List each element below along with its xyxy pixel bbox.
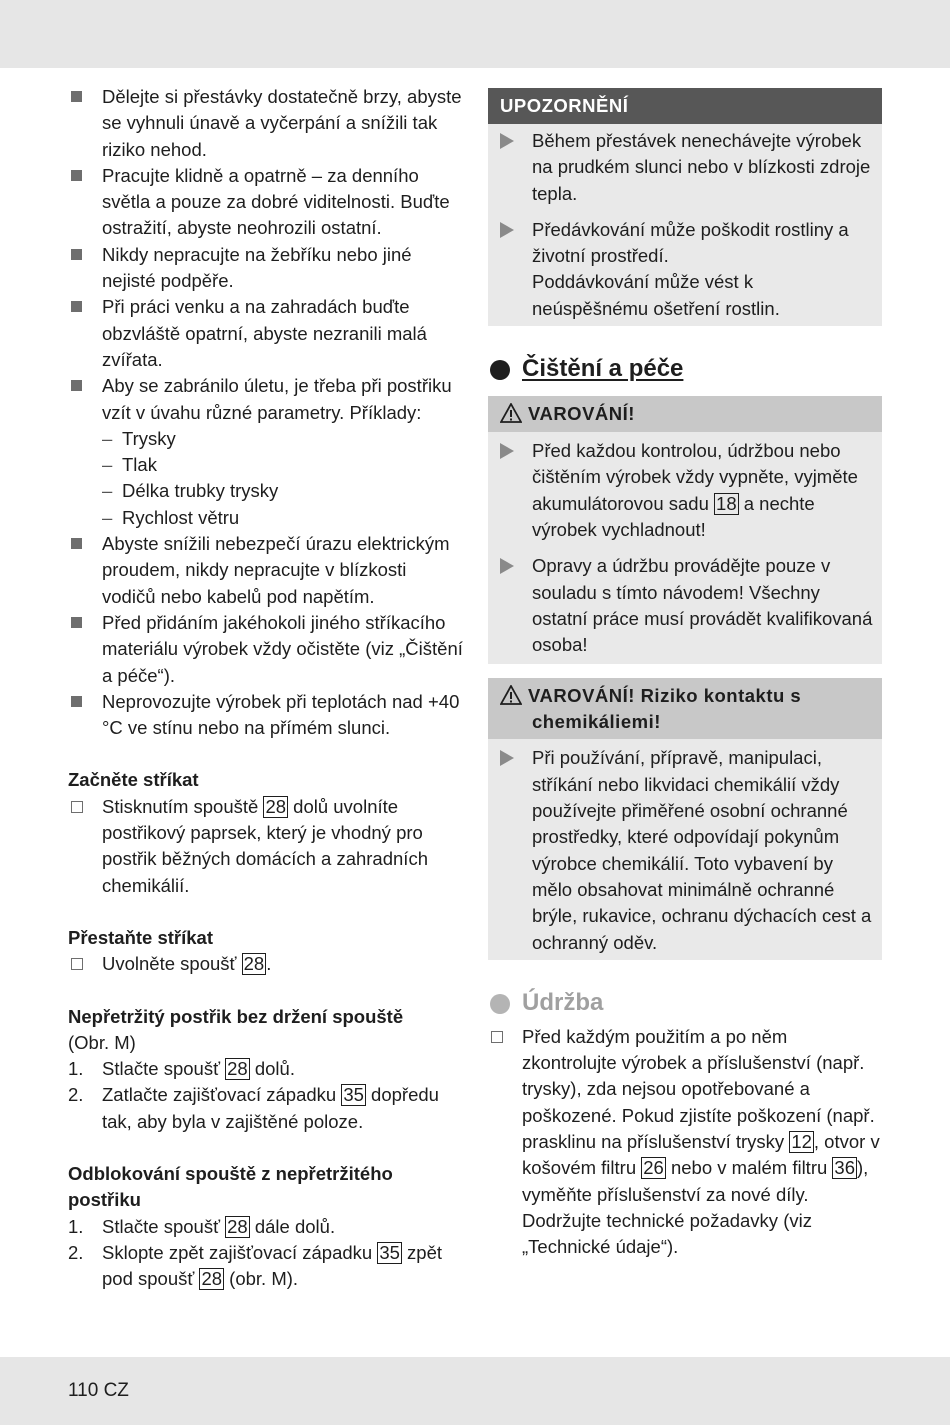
unlock-heading: Odblokování spouště z nepřetržitého postřiku <box>68 1162 393 1211</box>
section-dot-icon <box>490 994 510 1014</box>
sub-list-item: – Trysky <box>102 427 176 449</box>
triangle-bullet-icon <box>500 133 514 149</box>
cleaning-section-title: Čištění a péče <box>488 354 882 384</box>
list-item: Při práci venku a na zahradách buďte obzvláště opatrní, abyste nezranili malá zvířata. <box>68 294 463 373</box>
numbered-step: 1. Stlačte spoušť 28 dále dolů. <box>68 1215 336 1237</box>
list-item: Abyste snížili nebezpečí úrazu elektrickým proudem, nikdy nepracujte v blízkosti vodičů nebo kabelů pod napětím. <box>68 531 463 610</box>
stop-heading: Přestaňte stříkat <box>68 926 213 948</box>
right-column <box>488 88 882 1261</box>
start-heading: Začněte stříkat <box>68 769 199 791</box>
square-bullet-icon <box>71 249 82 260</box>
maintenance-item: Před každým použitím a po něm zkontrolujte výrobek a příslušenství (např. trysky), zda nejsou opotřebované a poškozené. Pokud zjistíte poškození (např. prasklinu na příslušenství trysky 12 , otvor v košovém filtru 26 nebo v malém filtru 36 ), vyměňte příslušenství za nové díly. Dodržujte technické požadavky (viz „Technické údaje“). <box>488 1024 882 1261</box>
square-bullet-icon <box>71 301 82 312</box>
list-item: Dělejte si přestávky dostatečně brzy, abyste se vyhnuli únavě a vyčerpání a snížili tak riziko nehod. <box>68 84 463 163</box>
numbered-step: 1. Stlačte spoušť 28 dolů. <box>68 1058 295 1080</box>
numbered-step: 2. Sklopte zpět zajišťovací západku 35 zpět pod spoušť 28 (obr. M). <box>68 1241 443 1290</box>
list-item: Nikdy nepracujte na žebříku nebo jiné nejisté podpěře. <box>68 242 463 295</box>
warning-triangle-icon <box>500 685 522 705</box>
part-ref: 28 <box>243 953 265 975</box>
chemical-warning-panel <box>488 678 882 959</box>
triangle-bullet-icon <box>500 750 514 766</box>
section-dot-icon <box>490 360 510 380</box>
step-item: Stisknutím spouště 28 dolů uvolníte postřikový paprsek, který je vhodný pro postřik běžných domácích a zahradních chemikálií. <box>68 794 463 899</box>
part-ref: 35 <box>343 1084 364 1106</box>
page-number: 110 CZ <box>68 1380 129 1401</box>
part-ref: 26 <box>643 1157 664 1179</box>
sub-list-item: – Rychlost větru <box>102 506 240 528</box>
part-ref: 28 <box>265 795 287 817</box>
caution-item: Předávkování může poškodit rostliny a životní prostředí. Poddávkování může vést k neúspěšnému ošetření rostlin. <box>488 217 882 322</box>
part-ref: 18 <box>716 492 737 514</box>
checkbox-bullet-icon <box>71 958 83 970</box>
part-ref: 35 <box>379 1241 400 1263</box>
continuous-heading: Nepřetržitý postřik bez držení spouště <box>68 1005 404 1027</box>
warning-title: VAROVÁNÍ! <box>488 396 882 432</box>
step-item: Uvolněte spoušť 28 . <box>68 951 463 977</box>
checkbox-bullet-icon <box>491 1031 503 1043</box>
triangle-bullet-icon <box>500 222 514 238</box>
square-bullet-icon <box>71 170 82 181</box>
footer-band <box>0 1357 950 1425</box>
maintenance-section-title: Údržba <box>488 988 882 1018</box>
sub-list-item: – Délka trubky trysky <box>102 480 279 502</box>
list-item: Aby se zabránilo úletu, je třeba při postřiku vzít v úvahu různé parametry. Příklady: <box>68 373 463 426</box>
sub-list-item: – Tlak <box>102 454 157 476</box>
caution-item: Během přestávek nenechávejte výrobek na prudkém slunci nebo v blízkosti zdroje tepla. <box>488 128 882 207</box>
list-item: Před přidáním jakéhokoli jiného stříkacího materiálu výrobek vždy očistěte (viz „Čištění a péče“). <box>68 610 463 689</box>
left-column <box>68 84 463 1292</box>
part-ref: 36 <box>834 1157 855 1179</box>
chemical-warning-item: Při používání, přípravě, manipulaci, stříkání nebo likvidaci chemikálií vždy používejte přiměřené osobní ochranné prostředky, které odpovídají pokynům výrobce chemikálií. Toto vybavení by mělo obsahovat minimálně ochranné brýle, rukavice, ochranu dýchacích cest a ochranný oděv. <box>488 745 882 955</box>
square-bullet-icon <box>71 91 82 102</box>
part-ref: 28 <box>201 1268 223 1290</box>
warning-triangle-icon <box>500 403 522 423</box>
part-ref: 28 <box>227 1215 248 1237</box>
part-ref: 12 <box>791 1131 812 1153</box>
triangle-bullet-icon <box>500 558 514 574</box>
square-bullet-icon <box>71 380 82 391</box>
square-bullet-icon <box>71 538 82 549</box>
header-band <box>0 0 950 68</box>
warning-panel <box>488 396 882 664</box>
list-item: Neprovozujte výrobek při teplotách nad +40 °C ve stínu nebo na přímém slunci. <box>68 689 463 742</box>
square-bullet-icon <box>71 696 82 707</box>
numbered-step: 2. Zatlačte zajišťovací západku 35 dopředu tak, aby byla v zajištěné poloze. <box>68 1084 439 1132</box>
caution-panel <box>488 88 882 326</box>
warning-item: Před každou kontrolou, údržbou nebo čištěním výrobek vždy vypněte, vyjměte akumulátorovou sadu 18 a nechte výrobek vychladnout! <box>488 438 882 543</box>
triangle-bullet-icon <box>500 443 514 459</box>
warning-item: Opravy a údržbu provádějte pouze v souladu s tímto návodem! Všechny ostatní práce musí provádět kvalifikovaná osoba! <box>488 553 882 658</box>
list-item: Pracujte klidně a opatrně – za denního světla a pouze za dobré viditelnosti. Buďte ostražití, abyste neohrozili ostatní. <box>68 163 463 242</box>
checkbox-bullet-icon <box>71 801 83 813</box>
continuous-subheading: (Obr. M) <box>68 1031 136 1053</box>
chemical-warning-title: VAROVÁNÍ! Riziko kontaktu s chemikáliemi! <box>488 678 882 739</box>
part-ref: 28 <box>227 1058 248 1080</box>
square-bullet-icon <box>71 617 82 628</box>
caution-title: UPOZORNĚNÍ <box>488 88 882 124</box>
